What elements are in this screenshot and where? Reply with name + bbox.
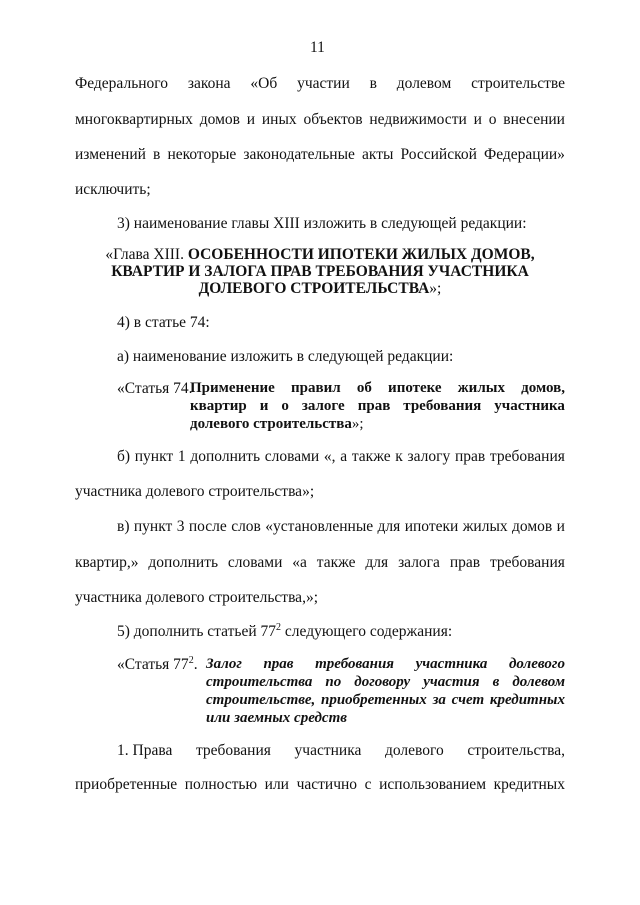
item-4c-line2 xyxy=(75,553,565,572)
word: после xyxy=(188,518,227,535)
word: пункт xyxy=(133,518,173,535)
word: ипотеки xyxy=(404,518,459,535)
article-74-prefix: «Статья 74. xyxy=(117,380,193,397)
word: строительства xyxy=(206,674,313,690)
word: прав xyxy=(357,398,391,414)
item-4c-line3: участника долевого строительства,»; xyxy=(75,589,318,606)
word: с xyxy=(364,776,372,793)
item-4b-line2: участника долевого строительства»; xyxy=(75,483,315,500)
word: требования xyxy=(489,554,565,571)
word: и xyxy=(259,398,269,414)
word: кредитных xyxy=(489,692,565,708)
word: для xyxy=(377,518,401,535)
word: 1. Права xyxy=(117,742,173,759)
word: квартир,» xyxy=(75,554,139,571)
article-77-line3 xyxy=(206,691,565,709)
word: долевого xyxy=(508,656,565,672)
word: Залог xyxy=(206,656,242,672)
word: словами xyxy=(264,448,320,465)
item-5: 5) дополнить статьей $77^2$ следующего содержания: xyxy=(117,621,453,640)
word: жилых xyxy=(457,380,505,396)
article-77-title xyxy=(206,655,565,727)
word: также xyxy=(351,448,391,465)
word: залогу xyxy=(407,448,451,465)
word: и xyxy=(246,111,256,128)
word: полностью xyxy=(184,776,258,793)
item-4a: а) наименование изложить в следующей редакции: xyxy=(117,348,454,365)
word: правил xyxy=(290,380,341,396)
p1-line4: исключить; xyxy=(75,181,151,198)
word: «Об xyxy=(250,75,278,92)
item-4: 4) в статье 74: xyxy=(117,314,210,331)
word: б) xyxy=(117,448,131,465)
page-number: 11 xyxy=(310,39,325,56)
word: а xyxy=(340,448,348,465)
word: участника xyxy=(415,656,488,672)
word: строительстве, xyxy=(206,692,316,708)
word: счет xyxy=(451,692,485,708)
article-74-line3: долевого строительства»; xyxy=(190,416,364,432)
word: объектов xyxy=(303,111,363,128)
word: за xyxy=(432,692,446,708)
word: «установленные xyxy=(265,518,374,535)
word: Российской xyxy=(400,146,477,163)
word: использованием xyxy=(379,776,486,793)
word: и xyxy=(556,518,565,535)
word: дополнить xyxy=(190,448,261,465)
article-74-line2 xyxy=(190,397,565,415)
word: кредитных xyxy=(493,776,565,793)
p1-line2 xyxy=(75,110,565,129)
word: требования xyxy=(403,398,482,414)
word: в xyxy=(153,146,161,163)
word: иных xyxy=(261,111,297,128)
word: долевого xyxy=(385,742,444,759)
word: частично xyxy=(296,776,358,793)
article-74-line1 xyxy=(190,379,565,397)
clause-1-line2 xyxy=(75,775,565,794)
word: домов xyxy=(512,518,553,535)
word: долевом xyxy=(512,674,565,690)
word: участника xyxy=(494,398,565,414)
word: также xyxy=(316,554,356,571)
p1-line3 xyxy=(75,145,565,164)
word: в xyxy=(492,674,500,690)
word: недвижимости xyxy=(369,111,467,128)
word: приобретенные xyxy=(75,776,178,793)
item-3: 3) наименование главы XIII изложить в следующей редакции: xyxy=(117,215,527,232)
word: многоквартирных xyxy=(75,111,193,128)
word: закона xyxy=(187,75,231,92)
word: в xyxy=(369,75,377,92)
word: законодательные xyxy=(243,146,355,163)
word: пункт xyxy=(134,448,174,465)
word: залога xyxy=(398,554,440,571)
word: в) xyxy=(117,518,130,535)
article-77-line4: или заемных средств xyxy=(206,710,347,726)
word: 3 xyxy=(176,518,185,535)
chapter-title-line3: ДОЛЕВОГО СТРОИТЕЛЬСТВА xyxy=(198,280,430,297)
article-77-line2 xyxy=(206,673,565,691)
word: для xyxy=(365,554,389,571)
word: строительства, xyxy=(467,742,565,759)
article-77-prefix: «Статья $77^2$. xyxy=(117,654,198,673)
word: «а xyxy=(292,554,307,571)
word: акты xyxy=(362,146,394,163)
chapter-title-line2: КВАРТИР И ЗАЛОГА ПРАВ ТРЕБОВАНИЯ УЧАСТНИКА xyxy=(111,263,529,280)
word: требования xyxy=(195,742,271,759)
chapter-prefix: «Глава XIII. xyxy=(105,246,188,263)
item-4b-line1 xyxy=(117,447,565,466)
word: 1 xyxy=(177,448,186,465)
clause-1-line1 xyxy=(117,741,565,760)
word: участия xyxy=(423,674,480,690)
word: договору xyxy=(354,674,411,690)
item-4c-line1 xyxy=(117,517,565,536)
word: слов xyxy=(231,518,261,535)
word: Применение xyxy=(190,380,275,396)
word: жилых xyxy=(462,518,508,535)
article-77-line1 xyxy=(206,655,565,673)
word: квартир xyxy=(190,398,247,414)
word: о xyxy=(281,398,289,414)
word: некоторые xyxy=(167,146,237,163)
chapter-title-line1: ОСОБЕННОСТИ ИПОТЕКИ ЖИЛЫХ ДОМОВ, xyxy=(187,246,535,263)
word: или xyxy=(264,776,289,793)
word: по xyxy=(325,674,342,690)
chapter-suffix: »; xyxy=(429,280,442,297)
word: строительстве xyxy=(471,75,565,92)
word: дополнить xyxy=(148,554,219,571)
word: и xyxy=(473,111,482,128)
word: прав xyxy=(263,656,294,672)
word: долевом xyxy=(396,75,452,92)
word: домов xyxy=(199,111,240,128)
p1-line1 xyxy=(75,74,565,93)
word: прав xyxy=(449,554,481,571)
word: Федерации» xyxy=(483,146,565,163)
word: участии xyxy=(297,75,350,92)
article-74-title xyxy=(190,379,565,433)
word: ипотеке xyxy=(388,380,442,396)
word: Федерального xyxy=(75,75,169,92)
word: к xyxy=(395,448,403,465)
word: внесении xyxy=(503,111,565,128)
word: участника xyxy=(294,742,362,759)
word: залоге xyxy=(301,398,345,414)
word: приобретенных xyxy=(320,692,427,708)
word: требования xyxy=(489,448,565,465)
word: требования xyxy=(315,656,395,672)
word: изменений xyxy=(75,146,146,163)
word: о xyxy=(488,111,497,128)
word: домов, xyxy=(521,380,565,396)
word: об xyxy=(356,380,372,396)
word: прав xyxy=(454,448,486,465)
chapter-heading xyxy=(75,246,565,297)
word: словами xyxy=(227,554,283,571)
word: «, xyxy=(323,448,336,465)
